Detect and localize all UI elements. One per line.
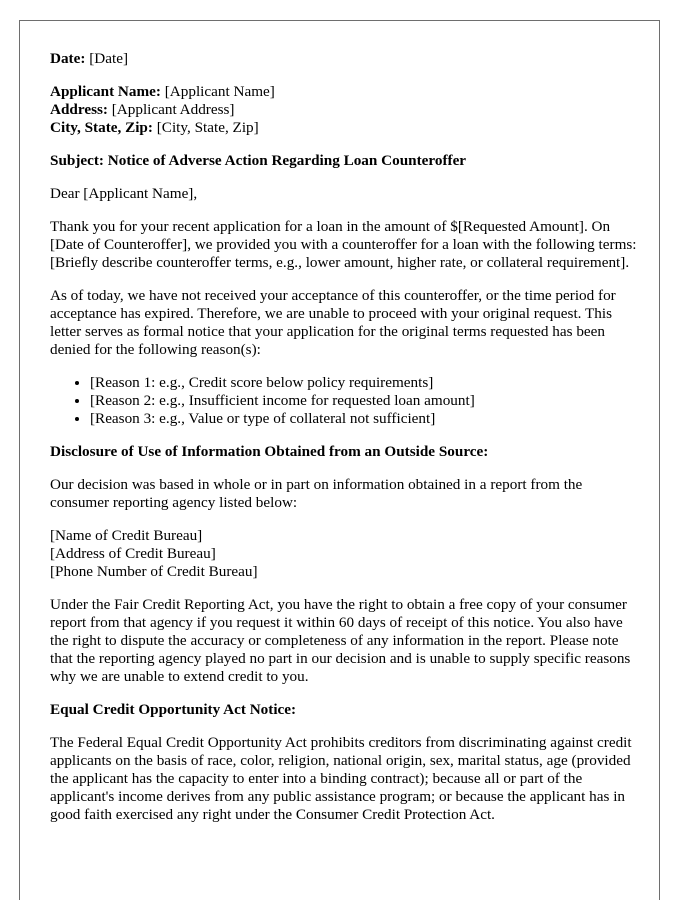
applicant-name-value: [Applicant Name] [164,83,275,100]
city-line [50,119,642,137]
applicant-name-line [50,83,642,101]
document-page [19,20,660,900]
reasons-list [50,374,642,428]
fcra-paragraph: Under the Fair Credit Reporting Act, you have the right to obtain a free copy of your consumer report from that agency if you request it within 60 days of receipt of this notice. You also have the right to dispute the accuracy or completeness of any information in the report. Please note that the reporting agency played no part in our decision and is unable to supply specific reasons why we are unable to extend credit to you. [50,596,631,685]
address-label: Address: [50,101,108,118]
ecoa-heading: Equal Credit Opportunity Act Notice: [50,701,297,718]
date-line [50,50,642,68]
subject-line: Subject: Notice of Adverse Action Regarding Loan Counteroffer [50,152,467,169]
city-value: [City, State, Zip] [156,119,259,136]
bureau-phone: [Phone Number of Credit Bureau] [50,563,258,580]
applicant-name-label: Applicant Name: [50,83,161,100]
date-label: Date: [50,50,86,67]
salutation: Dear [Applicant Name], [50,185,198,202]
disclosure-paragraph: Our decision was based in whole or in part on information obtained in a report from the consumer reporting agency listed below: [50,476,583,511]
list-item: • [Reason 3: e.g., Value or type of collateral not sufficient] [90,410,642,428]
address-line [50,101,642,119]
bureau-name: [Name of Credit Bureau] [50,527,203,544]
list-item: • [Reason 1: e.g., Credit score below policy requirements] [90,374,642,392]
credit-bureau-block [50,527,642,581]
address-value: [Applicant Address] [111,101,235,118]
intro-paragraph: Thank you for your recent application for a loan in the amount of $[Requested Amount]. On [Date of Counteroffer], we provided you with a counteroffer for a loan with the following terms: [Briefly describe counteroffer terms, e.g., lower amount, higher rate, or collateral requirement]. [50,218,637,271]
disclosure-heading: Disclosure of Use of Information Obtained from an Outside Source: [50,443,489,460]
city-label: City, State, Zip: [50,119,153,136]
applicant-block [50,83,642,137]
list-item: • [Reason 2: e.g., Insufficient income for requested loan amount] [90,392,642,410]
bureau-address: [Address of Credit Bureau] [50,545,216,562]
letter-body [50,50,642,830]
ecoa-paragraph: The Federal Equal Credit Opportunity Act prohibits creditors from discriminating against credit applicants on the basis of race, color, religion, national origin, sex, marital status, age (provided the applicant has the capacity to enter into a binding contract); because all or part of the applicant's income derives from any public assistance program; or because the applicant has in good faith exercised any right under the Consumer Credit Protection Act. [50,734,632,823]
notice-paragraph: As of today, we have not received your acceptance of this counteroffer, or the time period for acceptance has expired. Therefore, we are unable to proceed with your original request. This letter serves as formal notice that your application for the original terms requested has been denied for the following reason(s): [50,287,616,358]
date-value: [Date] [89,50,129,67]
